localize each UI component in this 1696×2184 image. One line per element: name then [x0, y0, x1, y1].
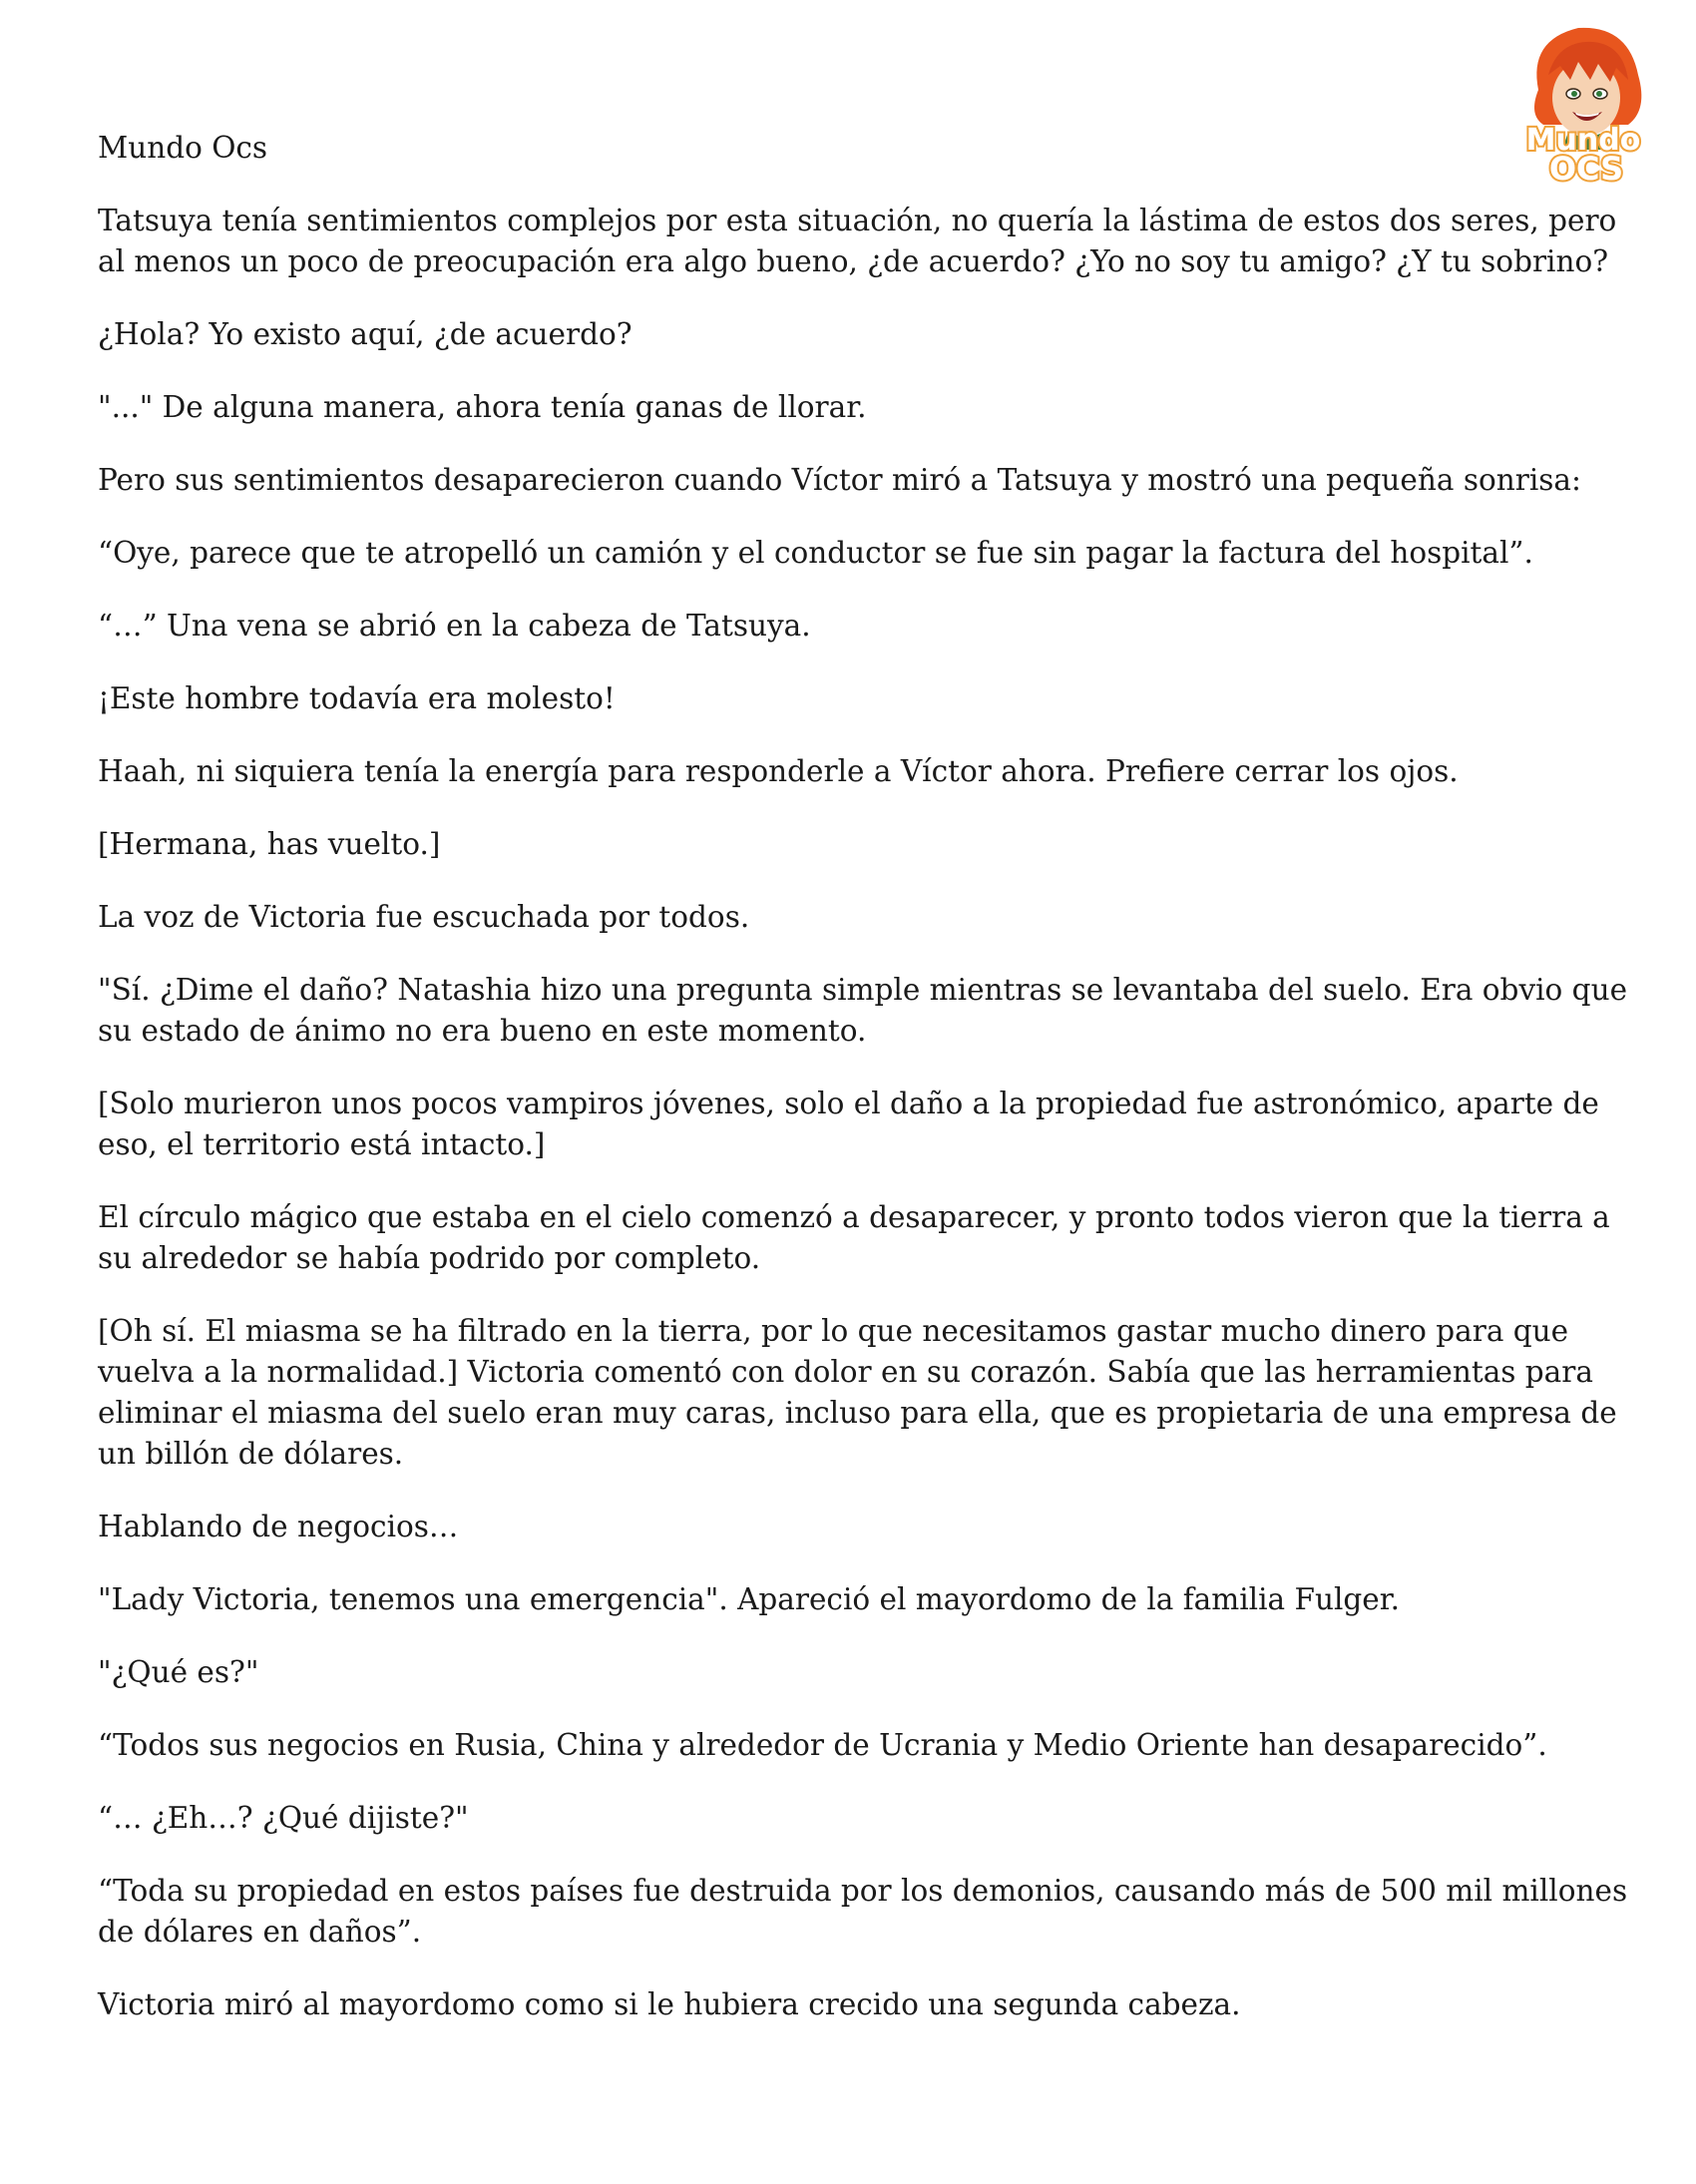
paragraph: “Oye, parece que te atropelló un camión y el conductor se fue sin pagar la factura del hospital”.	[98, 536, 1533, 570]
paragraph: Haah, ni siquiera tenía la energía para responderle a Víctor ahora. Prefiere cerrar los ojos.	[98, 754, 1459, 788]
paragraph: Hablando de negocios…	[98, 1510, 459, 1543]
document-heading: Mundo Ocs	[98, 131, 268, 165]
document-body	[98, 128, 1634, 2057]
svg-text:OCS: OCS	[1548, 150, 1624, 188]
paragraph: "Lady Victoria, tenemos una emergencia". Apareció el mayordomo de la familia Fulger.	[98, 1582, 1400, 1616]
paragraph: “Toda su propiedad en estos países fue destruida por los demonios, causando más de 500 mil millones de dólares en daños”.	[98, 1874, 1628, 1949]
paragraph: “… ¿Eh…? ¿Qué dijiste?"	[98, 1801, 469, 1835]
paragraph: [Hermana, has vuelto.]	[98, 827, 441, 861]
paragraph: Pero sus sentimientos desaparecieron cuando Víctor miró a Tatsuya y mostró una pequeña sonrisa:	[98, 463, 1581, 497]
paragraph: “…” Una vena se abrió en la cabeza de Tatsuya.	[98, 609, 811, 643]
paragraph: El círculo mágico que estaba en el cielo comenzó a desaparecer, y pronto todos vieron que la tierra a su alrededor se había podrido por completo.	[98, 1200, 1610, 1275]
svg-text:Mundo: Mundo	[1525, 123, 1641, 158]
paragraph: [Solo murieron unos pocos vampiros jóvenes, solo el daño a la propiedad fue astronómico, aparte de eso, el territorio está intacto.]	[98, 1087, 1599, 1161]
paragraph: La voz de Victoria fue escuchada por todos.	[98, 900, 750, 934]
paragraph: "..." De alguna manera, ahora tenía ganas de llorar.	[98, 390, 867, 424]
paragraph: [Oh sí. El miasma se ha filtrado en la tierra, por lo que necesitamos gastar mucho dinero para que vuelva a la normalidad.] Victoria comentó con dolor en su corazón. Sabía que las herramientas para eliminar el miasma del suelo eran muy caras, incluso para ella, que es propietaria de una empresa de un billón de dólares.	[98, 1314, 1617, 1471]
paragraph: "Sí. ¿Dime el daño? Natashia hizo una pregunta simple mientras se levantaba del suelo. Era obvio que su estado de ánimo no era bueno en este momento.	[98, 973, 1628, 1048]
paragraph: ¡Este hombre todavía era molesto!	[98, 681, 616, 715]
paragraph: "¿Qué es?"	[98, 1655, 259, 1689]
paragraph: “Todos sus negocios en Rusia, China y alrededor de Ucrania y Medio Oriente han desaparecido”.	[98, 1728, 1547, 1762]
paragraph: ¿Hola? Yo existo aquí, ¿de acuerdo?	[98, 317, 633, 351]
paragraph: Victoria miró al mayordomo como si le hubiera crecido una segunda cabeza.	[98, 1987, 1241, 2021]
paragraph: Tatsuya tenía sentimientos complejos por esta situación, no quería la lástima de estos dos seres, pero al menos un poco de preocupación era algo bueno, ¿de acuerdo? ¿Yo no soy tu amigo? ¿Y tu sobrino?	[98, 204, 1617, 278]
